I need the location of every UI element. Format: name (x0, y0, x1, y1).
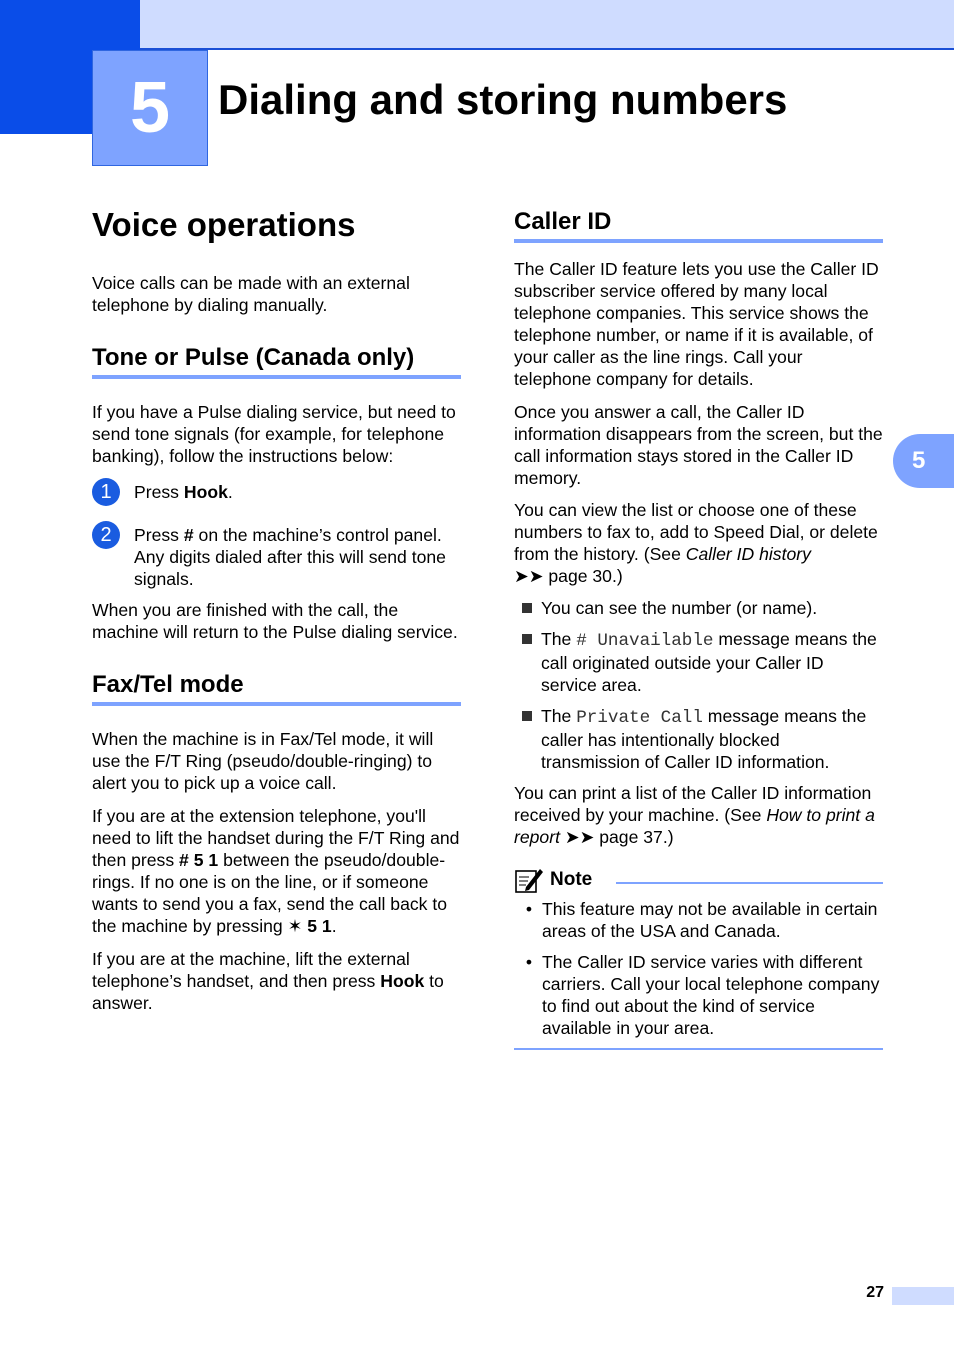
header-bar (140, 0, 954, 50)
tone-after: When you are finished with the call, the machine will return to the Pulse dialing service. (92, 600, 458, 642)
list-item: You can see the number (or name). (514, 597, 883, 619)
faxtel-para-3: If you are at the machine, lift the external telephone’s handset, and then press Hook to answer. (92, 949, 444, 1013)
caller-id-para-2: Once you answer a call, the Caller ID information disappears from the screen, but the call information stays stored in the Caller ID memory. (514, 402, 883, 488)
note-list (514, 898, 883, 1039)
heading-caller-id: Caller ID (514, 208, 883, 243)
voice-intro: Voice calls can be made with an external telephone by dialing manually. (92, 273, 410, 315)
note-header (514, 866, 883, 894)
list-item: • The Caller ID service varies with different carriers. Call your local telephone company to find out about the kind of service available in your area. (525, 952, 880, 1038)
page-number: 27 (866, 1284, 884, 1301)
heading-tone-or-pulse: Tone or Pulse (Canada only) (92, 344, 461, 379)
heading-fax-tel-mode: Fax/Tel mode (92, 671, 461, 706)
step-2-text: Press # on the machine’s control panel. Any digits dialed after this will send tone signals. (134, 525, 446, 589)
square-bullet-icon (522, 634, 532, 644)
square-bullet-icon (522, 603, 532, 613)
faxtel-para-1: When the machine is in Fax/Tel mode, it will use the F/T Ring (pseudo/double-ringing) to alert you to pick up a voice call. (92, 729, 434, 793)
chapter-title: Dialing and storing numbers (218, 76, 788, 123)
tone-para: If you have a Pulse dialing service, but need to send tone signals (for example, for telephone banking), follow the instructions below: (92, 402, 456, 466)
chapter-number-box (92, 50, 208, 166)
caller-id-para-3: You can view the list or choose one of these numbers to fax to, add to Speed Dial, or delete from the history. (See Caller ID history ➤➤ page 30.) (514, 500, 878, 586)
step-1 (92, 481, 461, 506)
note-pencil-icon (514, 866, 544, 894)
note-label: Note (550, 869, 593, 890)
step-1-text: Press Hook. (134, 482, 233, 502)
list-item: The Private Call message means the caller has intentionally blocked transmission of Caller ID information. (514, 705, 883, 773)
caller-id-para-4: You can print a list of the Caller ID information received by your machine. (See How to print a report ➤➤ page 37.) (514, 783, 875, 847)
arrows-icon: ➤➤ (564, 827, 595, 847)
step-2 (92, 524, 461, 590)
square-bullet-icon (522, 711, 532, 721)
faxtel-para-2: If you are at the extension telephone, you'll need to lift the handset during the F/T Ring and then press # 5 1 between the pseudo/double-rings. If no one is on the line, or if someone wants to send you a fax, send the call back to the machine by pressing ✶ 5 1. (92, 806, 460, 936)
step-number-2-icon: 2 (92, 521, 120, 549)
step-number-1-icon: 1 (92, 478, 120, 506)
right-column (514, 208, 883, 1050)
caller-id-para-1: The Caller ID feature lets you use the Caller ID subscriber service offered by many local telephone companies. This service shows the telephone number, or name if it is available, of your caller as the line rings. Call your telephone company for details. (514, 259, 879, 389)
list-item: • This feature may not be available in certain areas of the USA and Canada. (525, 899, 878, 941)
list-item: The # Unavailable message means the call originated outside your Caller ID service area. (514, 628, 883, 696)
chapter-number: 5 (129, 68, 171, 148)
bullet-dot-icon: • (525, 952, 533, 972)
bullet-dot-icon: • (525, 899, 533, 919)
caller-id-bullets (514, 597, 883, 773)
note-rule (616, 882, 883, 884)
page-number-bar (892, 1287, 954, 1305)
section-title-voice-operations: Voice operations (92, 206, 356, 243)
arrows-icon: ➤➤ (514, 566, 544, 586)
chapter-side-tab[interactable]: 5 (893, 434, 954, 488)
left-column (92, 206, 461, 1023)
note-bottom-rule (514, 1048, 883, 1050)
